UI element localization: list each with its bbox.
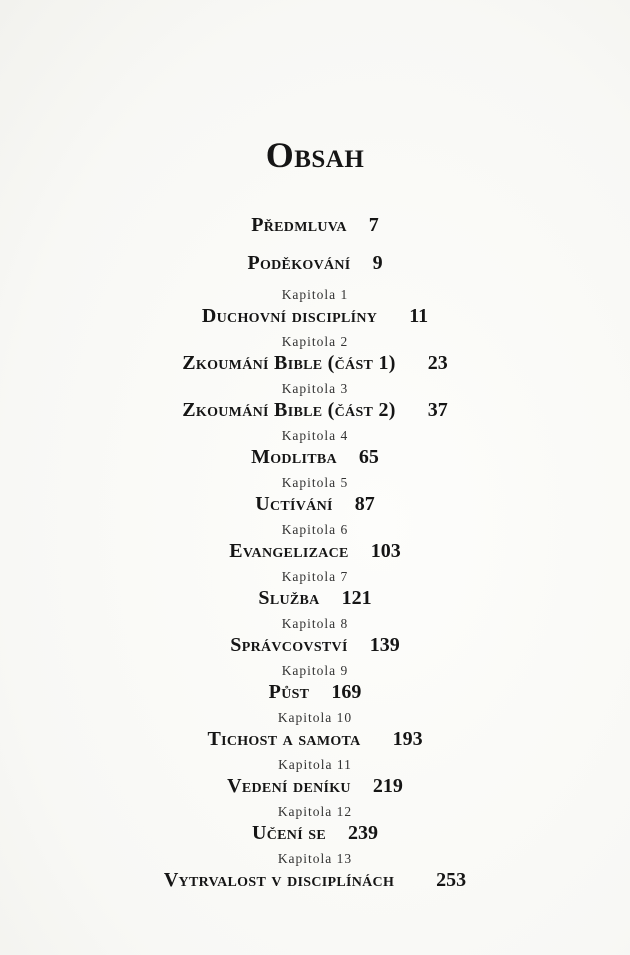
toc-entry-page: 193 — [392, 728, 423, 750]
table-of-contents — [0, 212, 630, 895]
toc-chapter-number: Kapitola 5 — [281, 475, 349, 490]
toc-chapter-number: Kapitola 11 — [278, 757, 352, 772]
toc-entry-chapter-11 — [0, 758, 630, 801]
toc-entry-page: 7 — [368, 214, 379, 236]
toc-entry-chapter-4 — [0, 429, 630, 472]
toc-entry-page: 169 — [331, 681, 362, 703]
toc-chapter-number: Kapitola 9 — [281, 663, 349, 678]
toc-entry-acknowledgements — [0, 250, 630, 278]
toc-entry-page: 23 — [427, 352, 448, 374]
toc-chapter-number: Kapitola 1 — [281, 287, 349, 302]
toc-entry-chapter-5 — [0, 476, 630, 519]
toc-entry-chapter-1 — [0, 288, 630, 331]
toc-entry-chapter-12 — [0, 805, 630, 848]
toc-entry-chapter-13 — [0, 852, 630, 895]
toc-chapter-number: Kapitola 2 — [281, 334, 349, 349]
toc-chapter-number: Kapitola 4 — [281, 428, 349, 443]
toc-chapter-number: Kapitola 10 — [277, 710, 353, 725]
toc-chapter-number: Kapitola 6 — [281, 522, 349, 537]
toc-entry-page: 121 — [341, 587, 372, 609]
toc-entry-title: Duchovní disciplíny — [201, 305, 378, 327]
toc-entry-title: Vytrvalost v disciplínách — [163, 869, 395, 891]
toc-entry-chapter-3 — [0, 382, 630, 425]
toc-entry-page: 11 — [409, 305, 429, 327]
toc-entry-chapter-8 — [0, 617, 630, 660]
toc-entry-page: 37 — [427, 399, 448, 421]
toc-entry-title: Zkoumání Bible (část 1) — [182, 352, 396, 374]
toc-chapter-number: Kapitola 7 — [281, 569, 349, 584]
toc-entry-title: Vedení deníku — [227, 775, 351, 797]
page-title: Obsah — [265, 135, 365, 175]
toc-entry-title: Zkoumání Bible (část 2) — [182, 399, 396, 421]
toc-entry-page: 239 — [347, 822, 378, 844]
toc-entry-page: 65 — [358, 446, 379, 468]
toc-entry-chapter-9 — [0, 664, 630, 707]
toc-chapter-number: Kapitola 13 — [277, 851, 353, 866]
toc-entry-title: Evangelizace — [229, 540, 349, 562]
toc-entry-title: Poděkování — [247, 252, 351, 274]
toc-entry-preface — [0, 212, 630, 240]
toc-entry-page: 253 — [436, 869, 467, 891]
toc-entry-title: Uctívání — [255, 493, 333, 515]
toc-entry-title: Půst — [268, 681, 310, 703]
toc-entry-title: Správcovství — [230, 634, 348, 656]
toc-chapter-number: Kapitola 3 — [281, 381, 349, 396]
toc-entry-page: 9 — [372, 252, 383, 274]
toc-entry-page: 103 — [370, 540, 401, 562]
toc-entry-chapter-2 — [0, 335, 630, 378]
toc-entry-page: 87 — [354, 493, 375, 515]
toc-entry-chapter-7 — [0, 570, 630, 613]
toc-entry-title: Služba — [258, 587, 320, 609]
toc-entry-chapter-10 — [0, 711, 630, 754]
toc-entry-page: 219 — [372, 775, 403, 797]
toc-entry-title: Učení se — [252, 822, 326, 844]
toc-entry-chapter-6 — [0, 523, 630, 566]
toc-entry-title: Tichost a samota — [207, 728, 361, 750]
toc-chapter-number: Kapitola 8 — [281, 616, 349, 631]
toc-entry-title: Předmluva — [251, 214, 347, 236]
toc-entry-page: 139 — [369, 634, 400, 656]
toc-chapter-number: Kapitola 12 — [277, 804, 353, 819]
toc-entry-title: Modlitba — [251, 446, 337, 468]
